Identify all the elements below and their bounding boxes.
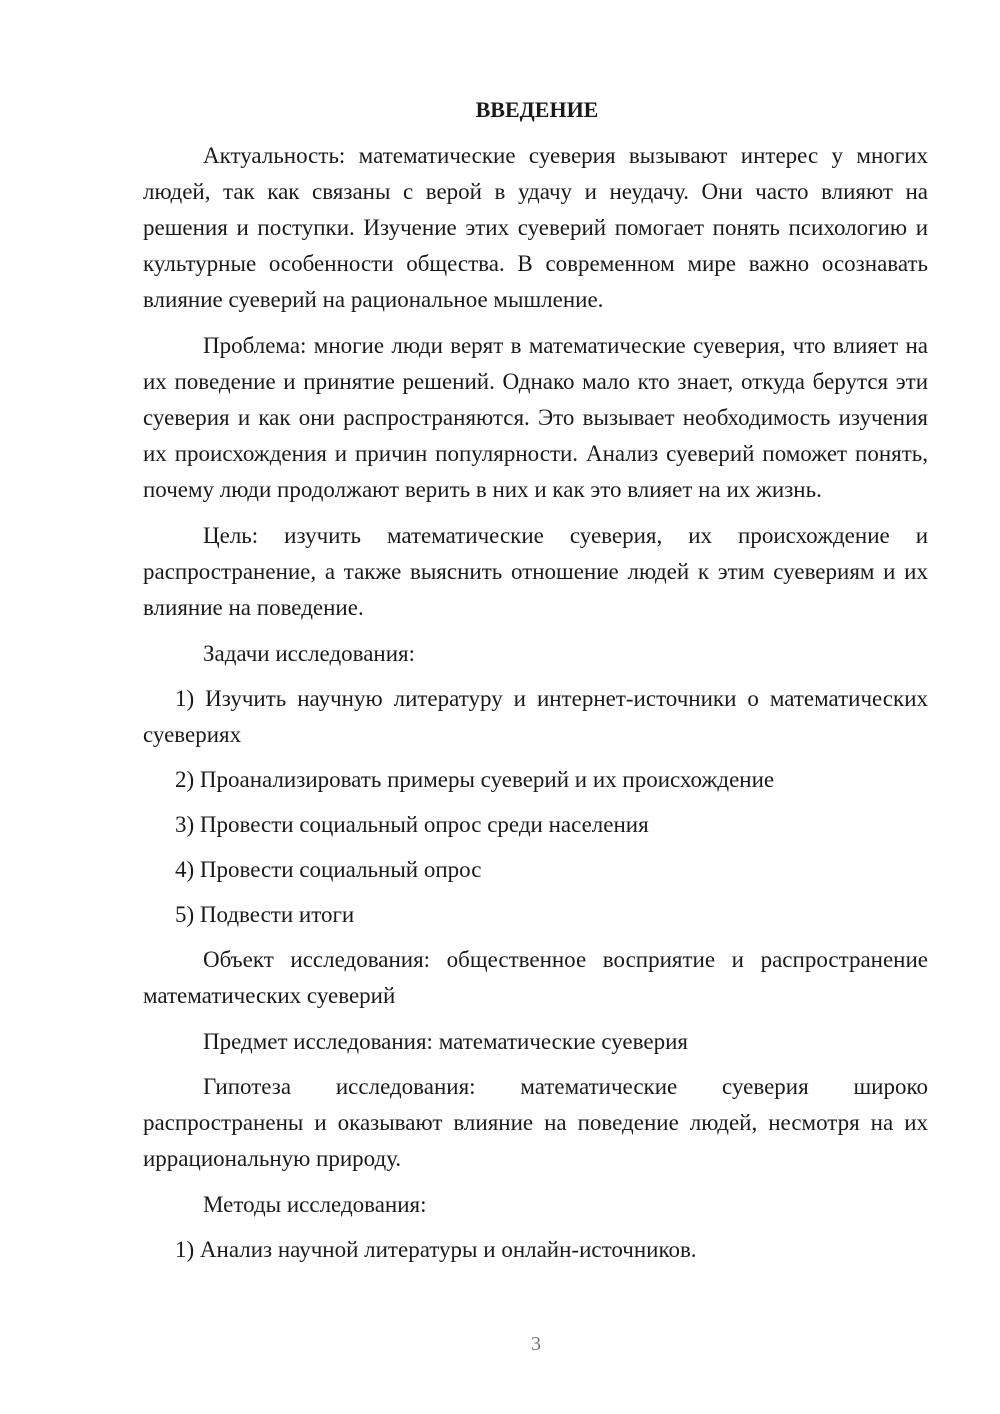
- goal-paragraph: Цель: изучить математические суеверия, их происхождение и распространение, а также выяснить отношение людей к этим суевериям и их влияние на поведение.: [143, 523, 928, 620]
- hypothesis-paragraph: Гипотеза исследования: математические суеверия широко распространены и оказывают влияние на поведение людей, несмотря на их иррациональную природу.: [143, 1074, 928, 1171]
- task-item-4: 4) Провести социальный опрос: [175, 857, 482, 882]
- problem-paragraph: Проблема: многие люди верят в математические суеверия, что влияет на их поведение и принятие решений. Однако мало кто знает, откуда берутся эти суеверия и как они распространяются. Это вызывает необходимость изучения их происхождения и причин популярности. Анализ суеверий поможет понять, почему люди продолжают верить в них и как это влияет на их жизнь.: [143, 333, 928, 502]
- page-content: [143, 94, 928, 1277]
- subject-paragraph: Предмет исследования: математические суеверия: [203, 1029, 688, 1054]
- section-heading: ВВЕДЕНИЕ: [475, 97, 599, 122]
- task-item-3: 3) Провести социальный опрос среди населения: [175, 812, 649, 837]
- task-item-5: 5) Подвести итоги: [175, 902, 355, 927]
- object-paragraph: Объект исследования: общественное восприятие и распространение математических суеверий: [143, 947, 928, 1008]
- relevance-paragraph: Актуальность: математические суеверия вызывают интерес у многих людей, так как связаны с верой в удачу и неудачу. Они часто влияют на решения и поступки. Изучение этих суеверий помогает понять психологию и культурные особенности общества. В современном мире важно осознавать влияние суеверий на рациональное мышление.: [143, 143, 928, 312]
- task-item-1: 1) Изучить научную литературу и интернет-источники о математических суевериях: [143, 686, 928, 747]
- tasks-title: Задачи исследования:: [203, 641, 416, 666]
- methods-title: Методы исследования:: [203, 1192, 427, 1217]
- page-number: 3: [531, 1333, 541, 1355]
- method-item-1: 1) Анализ научной литературы и онлайн-источников.: [175, 1237, 697, 1262]
- task-item-2: 2) Проанализировать примеры суеверий и их происхождение: [175, 767, 775, 792]
